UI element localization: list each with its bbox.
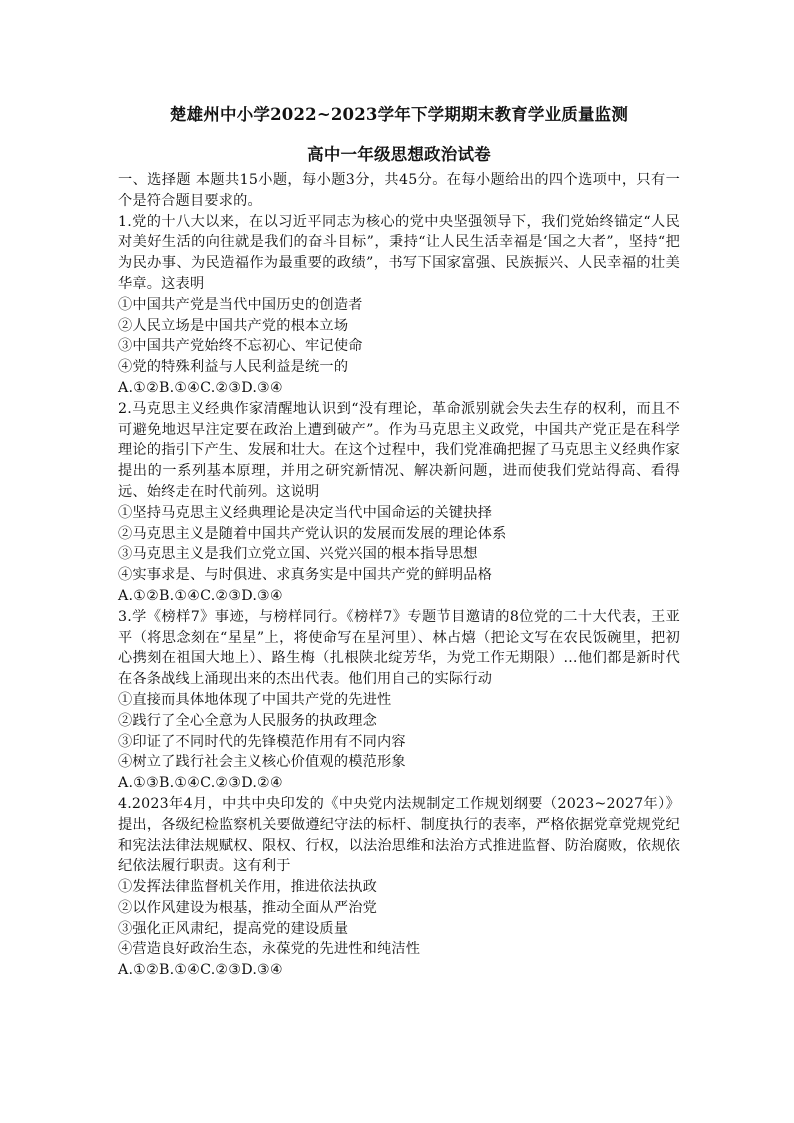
question-stem: 4.2023年4月，中共中央印发的《中央党内法规制定工作规划纲要（2023~2027年）》提出，各级纪检监察机关要做遵纪守法的标杆、制度执行的表率，严格依据党章党规党纪和宪法法律法规赋权、限权、行权，以法治思维和法治方式推进监督、防治腐败，依规依纪依法履行职责。这有利于 <box>118 795 680 875</box>
statement: ①发挥法律监督机关作用，推进依法执政 <box>118 879 377 896</box>
statement: ②以作风建设为根基，推动全面从严治党 <box>118 899 377 916</box>
exam-page <box>118 104 680 981</box>
statement: ③印证了不同时代的先锋模范作用有不同内容 <box>118 733 406 750</box>
question-stem: 2.马克思主义经典作家清醒地认识到“没有理论，革命派别就会失去生存的权利，而且不可避免地迟早注定要在政治上遭到破产”。作为马克思主义政党，中国共产党正是在科学理论的指引下产生、发展和壮大。在这个过程中，我们党准确把握了马克思主义经典作家提出的一系列基本原理，并用之研究新情况、解决新问题，进而使我们党站得高、看得远、始终走在时代前列。这说明 <box>118 400 680 500</box>
question-4 <box>118 794 680 981</box>
statement: ②践行了全心全意为人民服务的执政理念 <box>118 712 377 729</box>
answer-options: A.①③B.①④C.②③D.②④ <box>118 775 283 792</box>
statement: ④实事求是、与时俱进、求真务实是中国共产党的鲜明品格 <box>118 567 493 584</box>
answer-options: A.①②B.①④C.②③D.③④ <box>118 962 283 979</box>
answer-options: A.①②B.①④C.②③D.③④ <box>118 587 283 604</box>
question-stem: 1.党的十八大以来，在以习近平同志为核心的党中央坚强领导下，我们党始终锚定“人民对美好生活的向往就是我们的奋斗目标”，秉持“让人民生活幸福是‘国之大者”，坚持“把为民办事、为民造福作为最重要的政绩”，书写下国家富强、民族振兴、人民幸福的壮美华章。这表明 <box>118 213 680 292</box>
statement: ③中国共产党始终不忘初心、牢记使命 <box>118 338 363 355</box>
question-1 <box>118 212 680 399</box>
statement: ④党的特殊利益与人民利益是统一的 <box>118 359 349 376</box>
question-3 <box>118 607 680 794</box>
exam-subtitle: 高中一年级思想政治试卷 <box>307 145 491 164</box>
statement: ④树立了践行社会主义核心价值观的模范形象 <box>118 754 406 771</box>
exam-title: 楚雄州中小学2022~2023学年下学期期末教育学业质量监测 <box>169 105 629 124</box>
statement: ①直接而具体地体现了中国共产党的先进性 <box>118 691 392 708</box>
statement: ①坚持马克思主义经典理论是决定当代中国命运的关键抉择 <box>118 504 493 521</box>
statement: ④营造良好政治生态，永葆党的先进性和纯洁性 <box>118 941 421 958</box>
question-2 <box>118 399 680 607</box>
answer-options: A.①②B.①④C.②③D.③④ <box>118 379 283 396</box>
question-stem: 3.学《榜样7》事迹，与榜样同行。《榜样7》专题节目邀请的8位党的二十大代表，王亚平（将思念刻在“星星”上，将使命写在星河里）、林占熺（把论文写在农民饭碗里，把初心携刻在祖国大地上）、路生梅（扎根陕北绽芳华，为党工作无期限）…他们都是新时代在各条战线上涌现出来的杰出代表。他们用自己的实际行动 <box>118 608 680 688</box>
statement: ③马克思主义是我们立党立国、兴党兴国的根本指导思想 <box>118 546 478 563</box>
statement: ②人民立场是中国共产党的根本立场 <box>118 317 349 334</box>
section-instructions: 一、选择题 本题共15小题，每小题3分，共45分。在每小题给出的四个选项中，只有一个是符合题目要求的。 <box>118 172 680 209</box>
statement: ③强化正风肃纪，提高党的建设质量 <box>118 920 349 937</box>
statement: ②马克思主义是随着中国共产党认识的发展而发展的理论体系 <box>118 525 507 542</box>
statement: ①中国共产党是当代中国历史的创造者 <box>118 296 363 313</box>
